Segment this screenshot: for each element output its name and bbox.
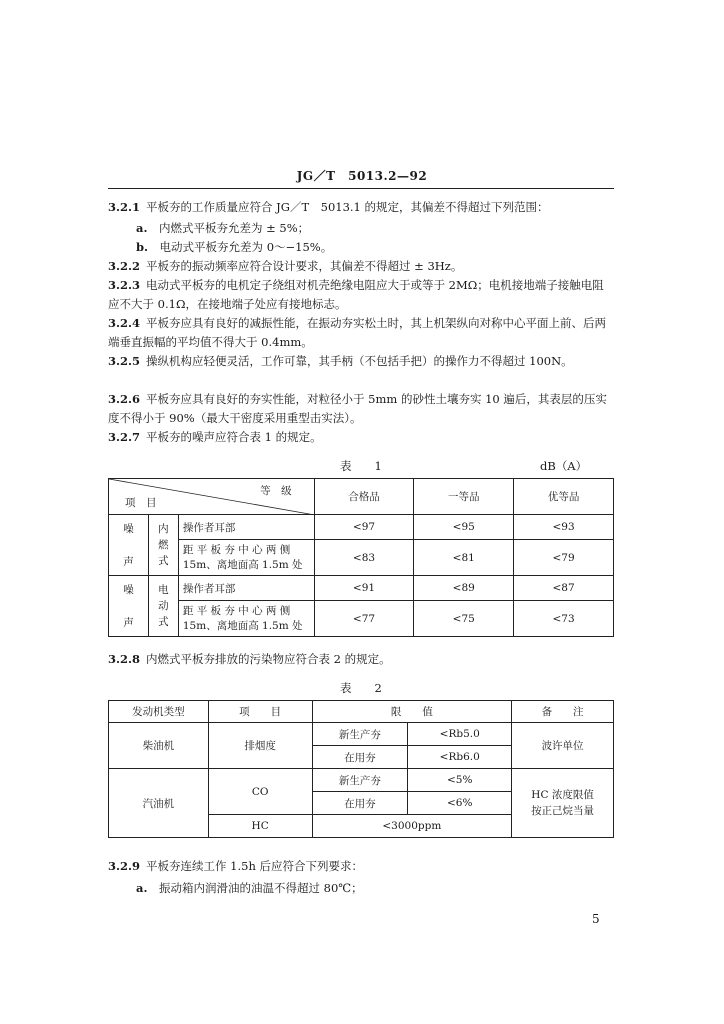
header-item: 项 目 (125, 497, 157, 509)
col-note: 备 注 (512, 701, 614, 723)
header-grade: 等 级 (260, 485, 292, 497)
section-3-2-5: 3.2.5 操纵机构应轻便灵活，工作可靠，其手柄（不包括手把）的操作力不得超过 100N。 (108, 354, 573, 368)
limit-value: <3000ppm (312, 815, 512, 838)
new-product-label: 新生产夯 (312, 723, 408, 746)
item-smoke: 排烟度 (208, 723, 312, 769)
value-cell: <89 (414, 576, 514, 601)
value-cell: <81 (414, 540, 514, 576)
in-use-label: 在用夯 (312, 792, 408, 815)
document-header: JG／T 5013.2—92 (296, 169, 428, 183)
limit-value: <Rb6.0 (408, 746, 512, 769)
engine-diesel: 柴油机 (109, 723, 209, 769)
page-number: 5 (592, 912, 600, 926)
section-3-2-7: 3.2.7 平板夯的噪声应符合表 1 的规定。 (108, 430, 322, 444)
row-label: 操作者耳部 (178, 576, 314, 601)
noise-label: 噪 声 (109, 515, 149, 576)
value-cell: <87 (514, 576, 614, 601)
value-cell: <95 (414, 515, 514, 540)
col-qualified: 合格品 (314, 479, 414, 515)
table1-unit: dB（A） (540, 459, 588, 473)
note-hc: HC 浓度限值 按正己烷当量 (512, 769, 614, 838)
value-cell: <97 (314, 515, 414, 540)
col-item: 项 目 (208, 701, 312, 723)
section-3-2-1: 3.2.1 平板夯的工作质量应符合 JG／T 5013.1 的规定，其偏差不得超过下列范围： (108, 200, 549, 214)
value-cell: <91 (314, 576, 414, 601)
item-a: a. 内燃式平板夯允差为 ± 5%； (136, 221, 310, 235)
type-internal-combustion: 内 燃 式 (148, 515, 178, 576)
row-label: 距 平 板 夯 中 心 两 侧 15m、离地面高 1.5m 处 (178, 540, 314, 576)
emission-table (108, 700, 614, 838)
section-3-2-6: 3.2.6 平板夯应具有良好的夯实性能，对粒径小于 5mm 的砂性土壤夯实 10 遍后，其表层的压实度不得小于 90%（最大干密度采用重型击实法）。 (108, 392, 607, 425)
section-3-2-3: 3.2.3 电动式平板夯的电机定子绕组对机壳绝缘电阻应大于或等于 2MΩ；电机接地端子接触电阻应不大于 0.1Ω，在接地端子处应有接地标志。 (108, 278, 604, 311)
value-cell: <75 (414, 601, 514, 637)
value-cell: <83 (314, 540, 414, 576)
col-engine-type: 发动机类型 (109, 701, 209, 723)
row-label: 操作者耳部 (178, 515, 314, 540)
limit-value: <6% (408, 792, 512, 815)
engine-gasoline: 汽油机 (109, 769, 209, 838)
section-3-2-4: 3.2.4 平板夯应具有良好的减振性能，在振动夯实松土时，其上机架纵向对称中心平面上前、后两端垂直振幅的平均值不得大于 0.4mm。 (108, 316, 607, 349)
limit-value: <5% (408, 769, 512, 792)
new-product-label: 新生产夯 (312, 769, 408, 792)
value-cell: <93 (514, 515, 614, 540)
in-use-label: 在用夯 (312, 746, 408, 769)
col-first-grade: 一等品 (414, 479, 514, 515)
header-rule (108, 188, 614, 189)
table1-title: 表 1 (340, 459, 382, 473)
item-hc: HC (208, 815, 312, 838)
limit-value: <Rb5.0 (408, 723, 512, 746)
section-3-2-9: 3.2.9 平板夯连续工作 1.5h 后应符合下列要求： (108, 859, 364, 873)
value-cell: <79 (514, 540, 614, 576)
table2-title: 表 2 (340, 681, 382, 695)
section-3-2-8: 3.2.8 内燃式平板夯排放的污染物应符合表 2 的规定。 (108, 652, 391, 666)
row-label: 距 平 板 夯 中 心 两 侧 15m、离地面高 1.5m 处 (178, 601, 314, 637)
noise-table (108, 478, 614, 637)
item-b: b. 电动式平板夯允差为 0～−15%。 (136, 240, 333, 254)
section-3-2-2: 3.2.2 平板夯的振动频率应符合设计要求，其偏差不得超过 ± 3Hz。 (108, 259, 463, 273)
value-cell: <77 (314, 601, 414, 637)
item-3-2-9-a: a. 振动箱内润滑油的油温不得超过 80℃； (136, 881, 363, 895)
col-limit: 限 值 (312, 701, 512, 723)
note-bosch: 波许单位 (512, 723, 614, 769)
type-electric: 电 动 式 (148, 576, 178, 637)
value-cell: <73 (514, 601, 614, 637)
item-co: CO (208, 769, 312, 815)
noise-label: 噪 声 (109, 576, 149, 637)
col-excellent: 优等品 (514, 479, 614, 515)
diagonal-header-cell (109, 479, 315, 515)
